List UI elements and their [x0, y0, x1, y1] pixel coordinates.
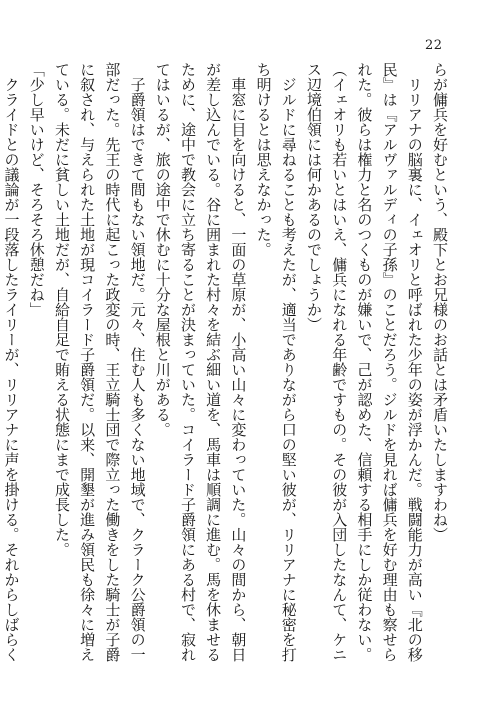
- text-line: ち明けるとは思えなかった。: [254, 62, 273, 257]
- vertical-text-body: [2, 62, 452, 682]
- page-number: 22: [425, 38, 443, 53]
- text-line: 「少し早いけど、そろそろ休憩だね」: [27, 62, 46, 317]
- text-line: リリアナの脳裏に、イェオリと呼ばれた少年の姿が浮かんだ。戦闘能力が高い『北の移: [405, 62, 424, 662]
- text-line: ために、途中で教会に立ち寄ることが決まっていた。コイラード子爵領にある村で、寂れ: [178, 62, 197, 662]
- text-line: ている。未だに貧しい土地だが、自給自足で賄える状態にまで成長した。: [52, 62, 71, 557]
- text-line: ジルドに尋ねることも考えたが、適当でありながら口の堅い彼が、リリアナに秘密を打: [279, 62, 298, 662]
- text-line: 子爵領はできて間もない領地だ。元々、住む人も多くない地域で、クラーク公爵領の一: [128, 62, 147, 662]
- text-line: クライドとの議論が一段落したライリーが、リリアナに声を掛ける。それからしばらく: [2, 62, 21, 662]
- text-line: 民』は『アルヴァルディの子孫』のことだろう。ジルドを見れば傭兵を好む理由も察せら: [380, 62, 399, 662]
- text-line: れた。彼らは権力と名のつくものが嫌いで、己が認めた、信頼する相手にしか従わない。: [355, 62, 374, 662]
- text-line: 車窓に目を向けると、一面の草原が、小高い山々に変わっていた。山々の間から、朝日: [229, 62, 248, 662]
- text-line: てはいるが、旅の途中で休むに十分な屋根と川がある。: [153, 62, 172, 437]
- text-line: ス辺境伯領には何かあるのでしょうか）: [304, 62, 323, 332]
- text-line: に叙され、与えられた土地が現コイラード子爵領だ。以来、開墾が進み領民も徐々に増え: [78, 62, 97, 662]
- text-line: らが傭兵を好むという、殿下とお兄様のお話とは矛盾いたしますわね）: [431, 62, 449, 542]
- text-line: が差し込んでいる。谷に囲まれた村々を結ぶ細い道を、馬車は順調に進む。馬を休ませる: [204, 62, 223, 662]
- text-line: （イェオリも若いとはいえ、傭兵になれる年齢ですもの。その彼が入団したなんて、ケニ: [330, 62, 349, 662]
- text-line: 部だった。先王の時代に起こった政変の時、王立騎士団で際立った働きをした騎士が子爵: [103, 62, 122, 662]
